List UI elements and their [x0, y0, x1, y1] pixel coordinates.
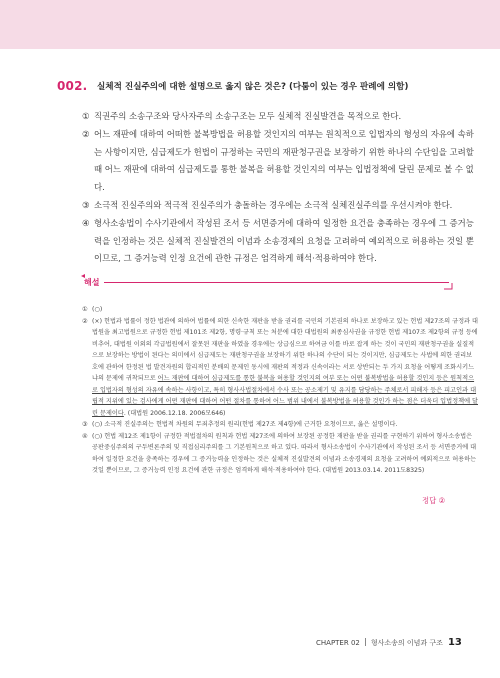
option-2: [82, 126, 480, 196]
solution-body: [82, 304, 478, 477]
solution-item-3: [82, 419, 478, 431]
option-list: [82, 108, 480, 269]
answer-label: 정답 ②: [422, 496, 446, 505]
header-band: [0, 0, 500, 49]
question-number: 002.: [57, 79, 88, 93]
solution-divider: [104, 282, 449, 283]
divider-end-icon: [443, 275, 453, 283]
option-2-text: 어느 재판에 대하여 어떠한 불복방법을 허용할 것인지의 여부는 원칙적으로 입법자의 형성의 자유에 속하는 사항이지만, 심급제도가 헌법이 규정하는 국민의 재판청구권을 보장하기 위한 하나의 수단임을 고려할 때 어느 재판에 대하여 심급제도를 통한 불복을 허용할 것인지의 여부는 입법정책에 달린 문제로 볼 수 없다.: [94, 129, 474, 192]
option-1-mark: ①: [82, 111, 90, 121]
footer-title: 형사소송의 이념과 구조: [370, 639, 443, 647]
solution-item-2: [82, 316, 478, 420]
footer-separator: [365, 638, 366, 646]
solution-item-3-mark: ③: [82, 421, 88, 428]
solution-item-1-mark: ①: [82, 306, 88, 313]
footer-chapter: CHAPTER 02: [316, 639, 360, 647]
option-1: [82, 108, 480, 125]
solution-item-3-text: (○) 소극적 진실주의는 헌법적 차원의 무죄추정의 원리(헌법 제27조 제4항)에 근거한 요청이므로, 옳은 설명이다.: [92, 421, 398, 428]
solution-item-4-text: (○) 헌법 제12조 제1항이 규정한 적법절차의 원칙과 헌법 제27조에 의하여 보장된 공정한 재판을 받을 권리를 구현하기 위하여 형사소송법은 공판중심주의의 구두변론주의 및 직접심리주의를 그 기본원칙으로 하고 있다. 따라서 형사소송법이 수사기관에서 작성된 조서 등 서면증거에 대하여 일정한 요건을 충족하는 경우에 그 증거능력을 인정하는 것은 실체적 진실발견의 이념과 소송경제의 요청을 고려하여 예외적으로 허용하는 것일 뿐이므로, 그 증거능력 인정 요건에 관한 규정은 엄격하게 해석·적용하여야 한다. (대법원 2013.03.14. 2011도8325): [92, 432, 477, 474]
option-3-mark: ③: [82, 200, 90, 211]
solution-item-4-mark: ④: [82, 432, 88, 440]
question-line: [57, 79, 457, 95]
option-4: [82, 215, 480, 267]
page-footer: [316, 637, 462, 648]
solution-item-2-underlined: 어느 재판에 대하여 심급제도를 통한 불복을 허용할 것인지의 여부 또는 어떤 불복방법을 허용할 것인지 등은 원칙적으로 입법자의 형성의 자유에 속하는 사항이고, 특히 형사사법절차에서 수사 또는 공소제기 및 유지를 담당하는 주체로서 피해자 등은 피고인과 대립적 지위에 있는 검사에게 어떤 재판에 대하여 어떤 절차를 통하여 어느 범위 내에서 불복방법을 허용할 것인가 하는 점은 더욱더 입법정책에 달린 문제이다: [92, 375, 479, 417]
page-number: 13: [447, 637, 462, 648]
option-2-mark: ②: [82, 129, 90, 140]
solution-header: [80, 273, 460, 287]
question-text: 실체적 진실주의에 대한 설명으로 옳지 않은 것은? (다툼이 있는 경우 판례에 의함): [97, 82, 409, 92]
solution-item-1: [82, 304, 478, 316]
solution-item-2-plain: (×) 헌법과 법률이 정한 법관에 의하여 법률에 의한 신속한 재판을 받을 권리를 국민의 기본권의 하나로 보장하고 있는 헌법 제27조의 규정과 대법원을 최고법원으로 규정한 헌법 제101조 제2항, 명령·규칙 또는 처분에 대한 대법원의 최종심사권을 규정한 헌법 제107조 제2항의 규정 등에 비추어, 대법원 이외의 각급법원에서 잘못된 재판을 하였을 경우에는 상급심으로 하여금 이를 바로 잡게 하는 것이 국민의 재판청구권을 실질적으로 보장하는 방법이 된다는 의미에서 심급제도는 재판청구권을 보장하기 위한 하나의 수단이 되는 것이지만, 심급제도는 사법에 의한 권리보호에 관하여 한정된 법 발견자원의 합리적인 분배의 문제인 동시에 재판의 적정과 신속이라는 서로 상반되는 두 가지 요청을 어떻게 조화시키느냐의 문제에 귀착되므로: [92, 317, 478, 382]
option-3-text: 소극적 진실주의와 적극적 진실주의가 충돌하는 경우에는 소극적 실체진실주의를 우선시켜야 한다.: [94, 200, 453, 211]
solution-label: 해설: [84, 278, 100, 286]
option-1-text: 직권주의 소송구조와 당사자주의 소송구조는 모두 실체적 진실발견을 목적으로 한다.: [94, 111, 402, 121]
solution-item-2-text: [82, 316, 478, 420]
option-4-mark: ④: [82, 218, 90, 229]
solution-item-4: [82, 431, 478, 477]
option-3: [82, 197, 480, 214]
solution-item-2-mark: ②: [82, 317, 88, 325]
solution-item-2-citation: . (대법원 2006.12.18. 2006모646): [123, 409, 226, 417]
option-4-text: 형사소송법이 수사기관에서 작성된 조서 등 서면증거에 대하여 일정한 요건을 충족하는 경우에 그 증거능력을 인정하는 것은 실체적 진실발견의 이념과 소송경제의 요청을 고려하여 예외적으로 허용하는 것일 뿐이므로, 그 증거능력 인정 요건에 관한 규정은 엄격하게 해석·적용하여야 한다.: [94, 218, 474, 264]
solution-icon: [80, 273, 102, 286]
solution-item-1-text: (○): [92, 306, 103, 313]
